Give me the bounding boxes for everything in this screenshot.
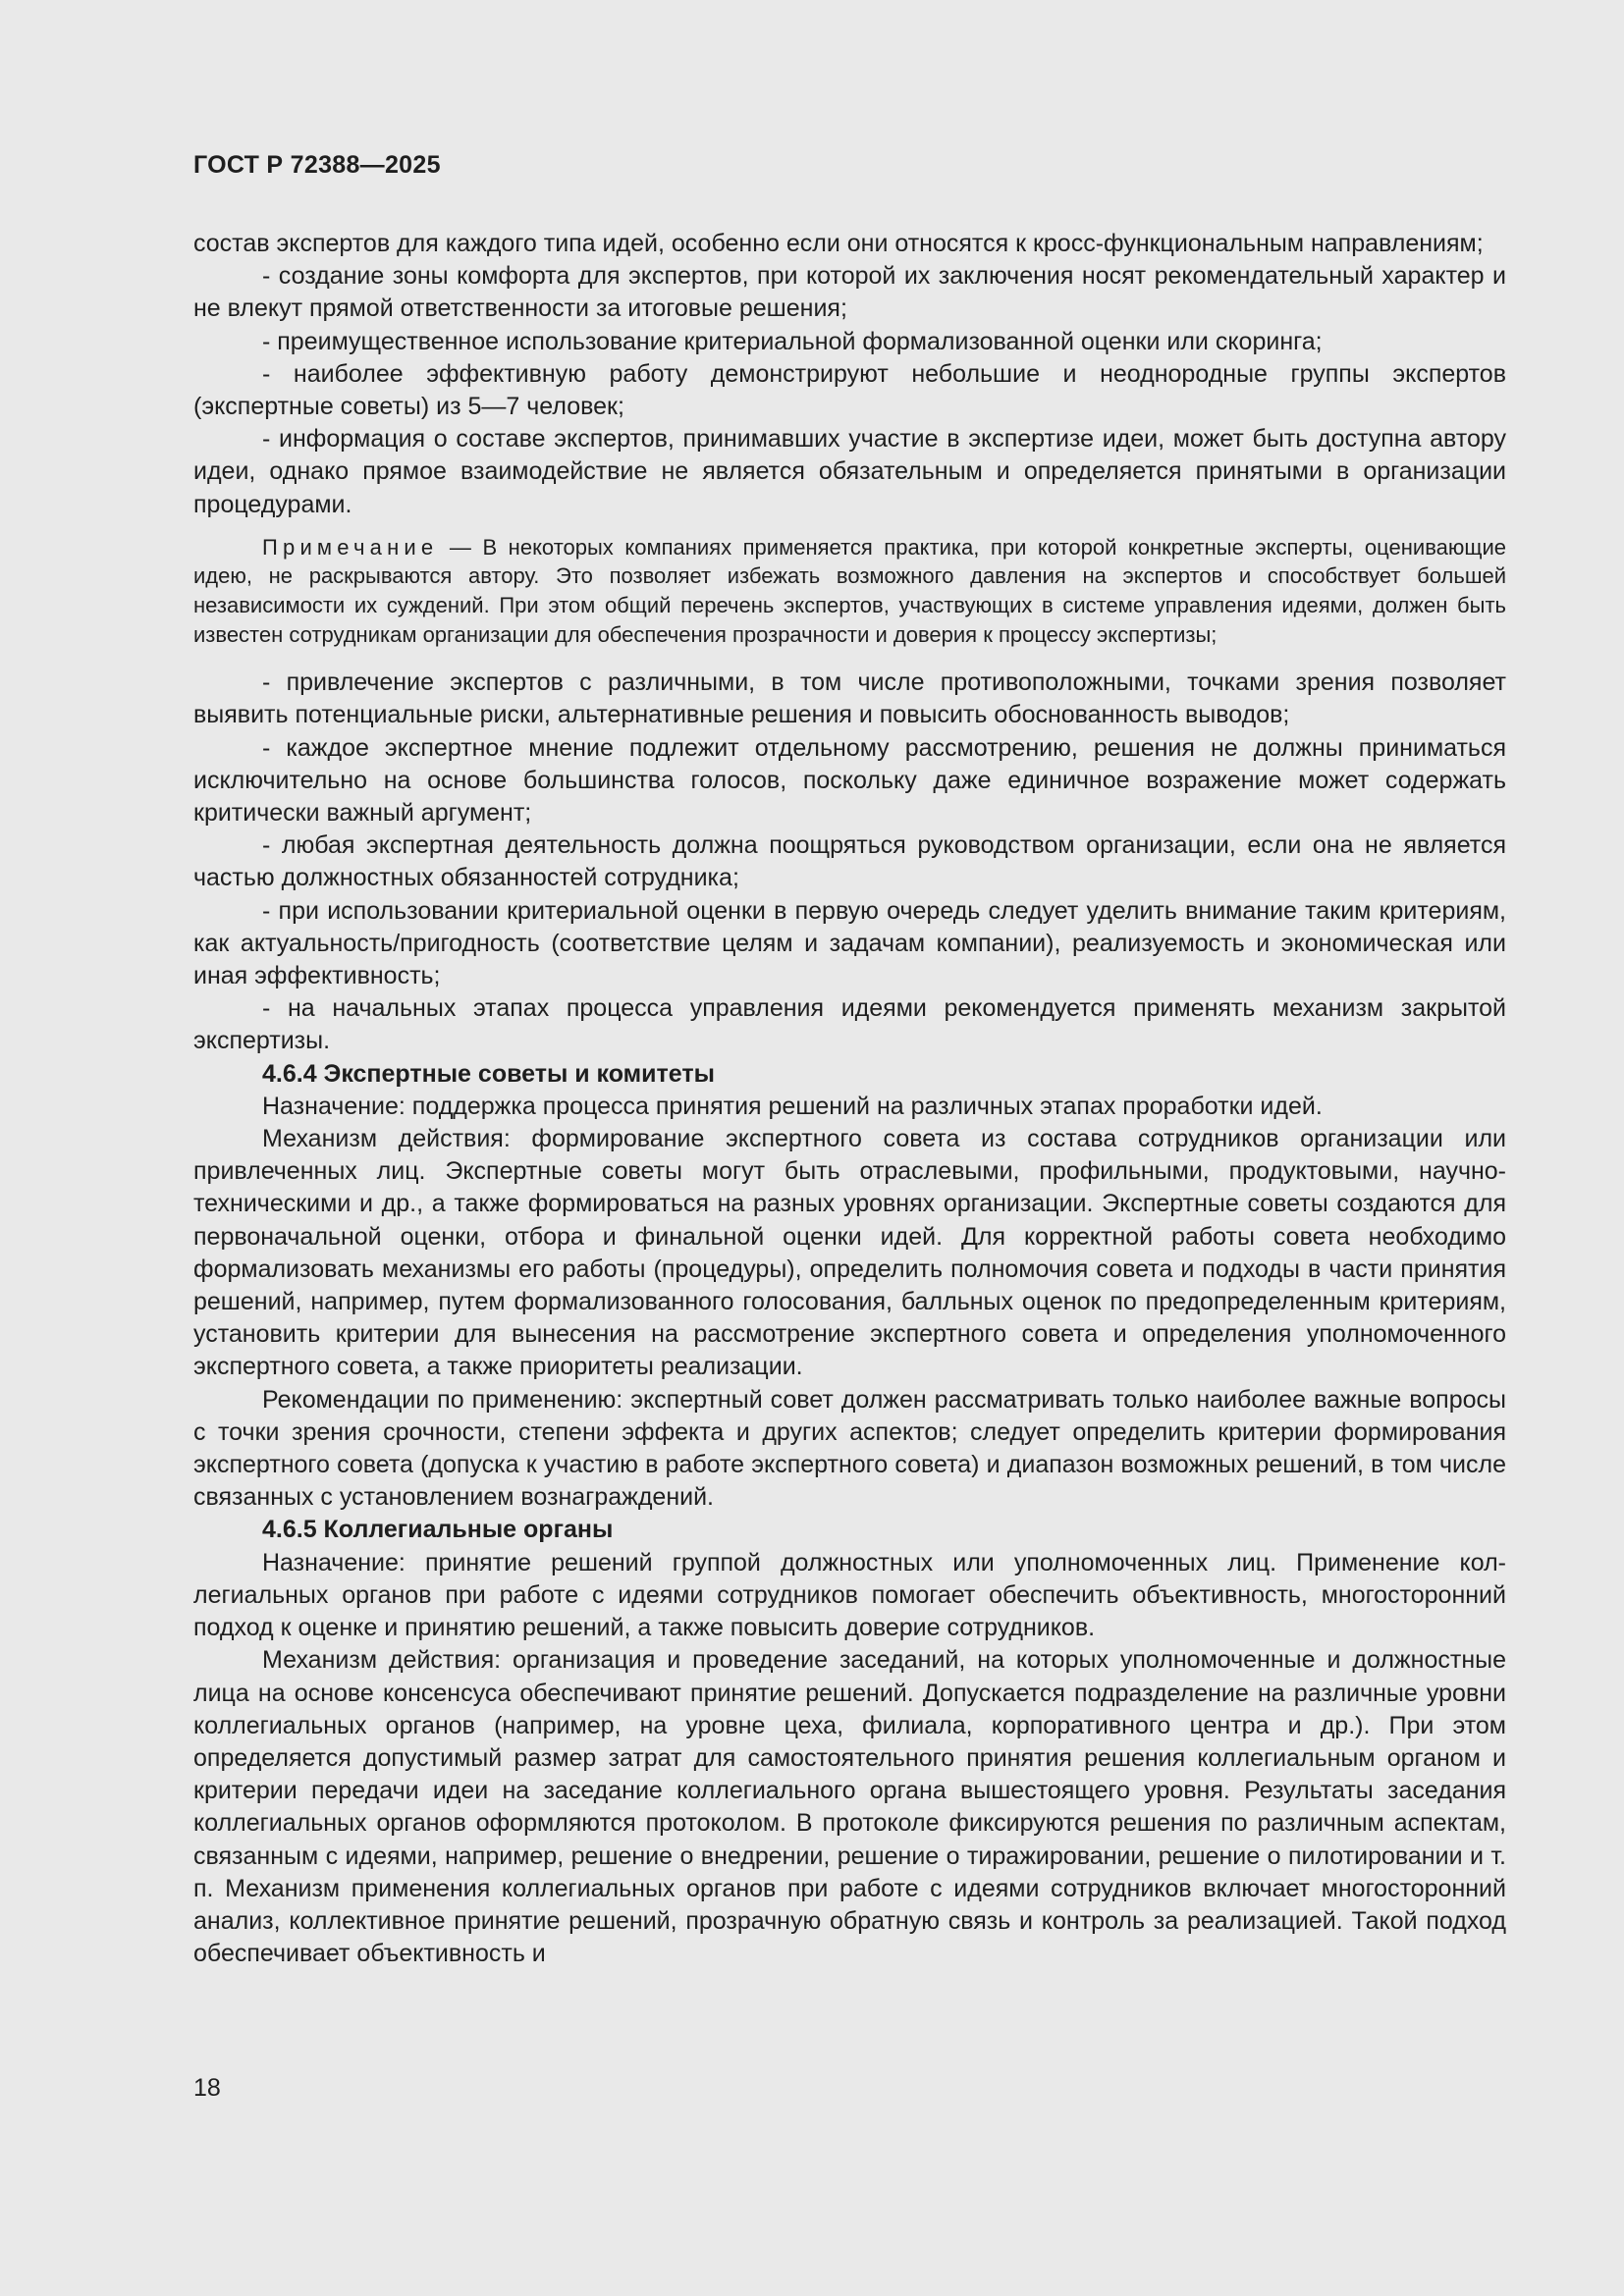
section-heading-4-6-4: 4.6.4 Экспертные советы и комитеты [262,1059,715,1088]
list-item-expert-info: - информация о составе экспертов, принимавших участие в экспертизе идеи, может быть доступна автору идеи, однако прямое взаимодействие не является обязательным и определяется принятыми в организации процедурами. [193,425,1506,518]
note-label: Примечание [262,534,439,560]
paragraph-mechanism-councils: Механизм действия: формирование экспертного совета из состава сотрудников организации или привлеченных лиц. Экспертные советы могут быть отраслевыми, профильными, продуктовыми, научно-техническими и др., а также формироваться на разных уровнях организации. Экспертные советы создаются для первоначальной оценки, отбора и финальной оценки идей. Для корректной работы совета необходимо формализовать механизмы его работы (процедуры), определить полномочия совета и подходы в части принятия решений, например, путем формализованного голосования, балльных оценок по предопределенным критериям, установить критерии для вынесения на рассмотрение экспертного совета и определения уполномоченного экспертного совета, а также приоритеты реализации. [193,1125,1506,1381]
paragraph-recommendations-councils: Рекомендации по применению: экспертный совет должен рассматривать только наиболее важные вопросы с точки зрения срочности, степени эффекта и других аспектов; следует определить критерии формирования экспертного совета (допуска к участию в работе экспертного совета) и диапазон возможных решений, в том числе связанных с установлением вознаграждений. [193,1385,1506,1512]
page-number: 18 [193,2074,221,2102]
paragraph-continuation: состав экспертов для каждого типа идей, особенно если они относятся к кросс-функциональным направлениям; [193,230,1484,257]
section-heading-4-6-5: 4.6.5 Коллегиальные органы [262,1516,614,1544]
list-item-group-size: - наиболее эффективную работу демонстрируют небольшие и неоднородные группы экспертов (экспертные советы) из 5—7 человек; [193,359,1506,421]
paragraph-purpose-councils: Назначение: поддержка процесса принятия решений на различных этапах проработки идей. [262,1092,1323,1120]
page-body [193,228,1506,1970]
list-item-criteria-scoring: - преимущественное использование критериальной формализованной оценки или скоринга; [262,327,1323,355]
note-text: — В некоторых компаниях применяется практика, при которой конкретные эксперты, оценивающие идею, не раскрываются автору. Это позволяет избежать возможного давления на экспертов и способствует большей независимости их суждений. При этом общий перечень экспертов, участвующих в системе управления идеями, должен быть известен сотрудникам организации для обеспечения прозрачности и доверия к процессу экспертизы; [193,534,1506,647]
paragraph-mechanism-collegial: Механизм действия: организация и проведение заседаний, на которых уполномоченные и должностные лица на основе консенсуса обеспечивают принятие решений. Допускается подразделение на различные уровни коллегиальных органов (например, на уровне цеха, филиала, корпоративного центра и др.). При этом определяется допустимый размер затрат для самостоятельного принятия решения коллегиальным органом и критерии передачи идеи на заседание коллегиального органа вышестоящего уровня. Результаты заседания коллегиальных органов оформляются протоколом. В протоколе фиксируются решения по различным аспектам, связанным с идеями, например, решение о внедрении, решение о тиражировании, решение о пилотировании и т. п. Механизм применения коллегиальных органов при работе с идеями сотрудников включает многосторонний анализ, коллективное принятие решений, прозрачную обратную связь и контроль за реализацией. Такой подход обеспечивает объективность и [193,1646,1506,1968]
note-block [193,533,1506,649]
document-header-code: ГОСТ Р 72388—2025 [193,151,441,179]
list-item-criteria-priority: - при использовании критериальной оценки в первую очередь следует уделить внимание таким критериям, как актуальность/пригодность (соответствие целям и задачам компании), реализуемость и экономическая или иная эффективность; [193,896,1506,990]
list-item-closed-expertise: - на начальных этапах процесса управления идеями рекомендуется применять механизм закрытой экспертизы. [193,994,1506,1055]
list-item-diverse-experts: - привлечение экспертов с различными, в том числе противоположными, точками зрения позволяет выявить потенциальные риски, альтернативные решения и повысить обоснованность выводов; [193,668,1506,729]
list-item-encouragement: - любая экспертная деятельность должна поощряться руководством организации, если она не является частью должностных обязанностей сотрудника; [193,831,1506,892]
list-item-separate-review: - каждое экспертное мнение подлежит отдельному рассмотрению, решения не должны приниматься исключительно на основе большинства голосов, поскольку даже единичное возражение может содержать критически важный аргумент; [193,733,1506,828]
paragraph-purpose-collegial: Назначение: принятие решений группой должностных или уполномоченных лиц. Применение коллегиальных органов при работе с идеями сотрудников помогает обеспечить объективность, многосторонний подход к оценке и принятию решений, а также повысить доверие сотрудников. [193,1548,1506,1642]
list-item-comfort-zone: - создание зоны комфорта для экспертов, при которой их заключения носят рекомендательный характер и не влекут прямой ответственности за итоговые решения; [193,262,1506,323]
